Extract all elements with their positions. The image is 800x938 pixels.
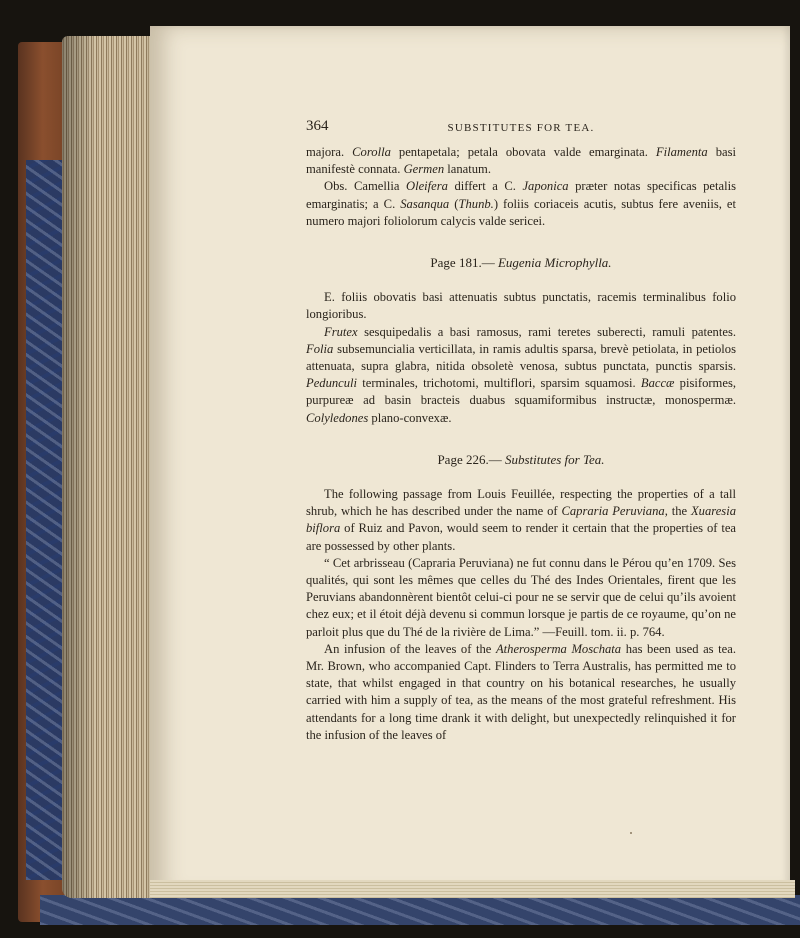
running-title: SUBSTITUTES FOR TEA. <box>447 122 595 134</box>
book-cover-bottom <box>40 895 800 925</box>
section-heading-substitutes: Page 226.— Substitutes for Tea. <box>437 451 605 467</box>
page-number: 364 <box>306 118 329 134</box>
paragraph-eugenia-description: Frutex sesquipedalis a basi ramosus, rami teretes suberecti, ramuli patentes. Folia subsemuncialia verticillata, in ramis adultis sparsa, brevè petiolata, in petiolos attenuata, supra glabra, nitida obsoletè venosa, subtus punctata, punctis sparsis. Pedunculi terminales, trichotomi, multiflori, sparsim squamosi. Baccæ pisiformes, purpureæ ad basin bracteis duabus squamiformibus instructæ, monospermæ. Colyledones plano-convexæ. <box>306 324 736 425</box>
paragraph-obs: Obs. Camellia Oleifera differt a C. Japonica præter notas specificas petalis emarginatis; a C. Sasanqua (Thunb.) foliis coriaceis acutis, subtus fere aveniis, et numero majori foliolorum calycis valde sericei. <box>306 179 737 228</box>
page-bottom-edges <box>150 880 795 898</box>
section-heading-eugenia: Page 181.— Eugenia Microphylla. <box>430 255 612 271</box>
paragraph-corolla: majora. Corolla pentapetala; petala obovata valde emarginata. Filamenta basi manifestè connata. Germen lanatum. <box>306 145 736 177</box>
paragraph-atherosperma: An infusion of the leaves of the Atherosperma Moschata has been used as tea. Mr. Brown, who accompanied Capt. Flinders to Terra Australis, has permitted me to state, that whilst engaged in that country on his botanical researches, he usually carried with him a supply of tea, as the means of the most grateful refreshment. His attendants for a long time drank it with delight, but unexpectedly relinquished it for the infusion of the leaves of <box>306 641 736 742</box>
marbled-endpaper <box>26 160 62 880</box>
paper-speck <box>630 832 632 834</box>
paragraph-feuillee: The following passage from Louis Feuillée, respecting the properties of a tall shrub, which he has described under the name of Capraria Peruviana, the Xuaresia biflora of Ruiz and Pavon, would seem to render it certain that the properties of tea are possessed by other plants. <box>306 487 736 553</box>
paragraph-eugenia-diagnosis: E. foliis obovatis basi attenuatis subtus punctatis, racemis terminalibus folio longioribus. <box>306 290 736 322</box>
running-head <box>306 118 736 140</box>
page-text <box>306 118 736 744</box>
paragraph-french-quote: “ Cet arbrisseau (Capraria Peruviana) ne fut connu dans le Pérou qu’en 1709. Ses qualités, qui sont les mêmes que celles du Thé des Indes Orientales, firent que les Peruvians abandonnèrent bientôt celui-ci pour ne se servir que de celui qu’ils avoient chez eux; et il étoit déjà devenu si commun lorsque je partis de ce royaume, qu’on ne parloit plus que du Thé de la rivière de Lima.” —Feuill. tom. ii. p. 764. <box>306 555 736 639</box>
